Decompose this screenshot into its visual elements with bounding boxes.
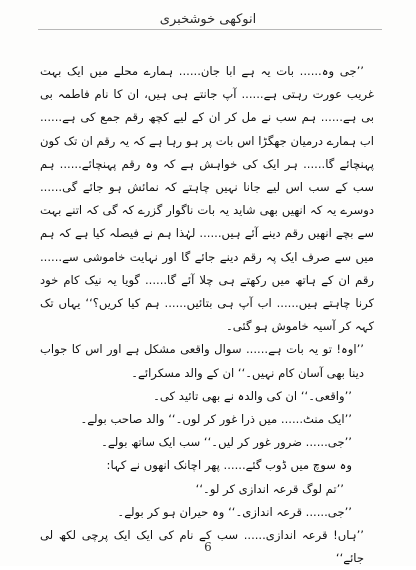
chapter-title: انوکھی خوشخبری [159,12,257,27]
paragraph-surprised-reply: ’’جی...... قرعہ اندازی۔‘‘ وہ حیران ہو کر بولے۔ [117,504,352,519]
paragraph-narration: وہ سوچ میں ڈوب گئے...... پھر اچانک انھوں نے کہا: [106,458,352,473]
paragraph-lottery-suggestion: ’’تم لوگ قرعہ اندازی کر لو۔‘‘ [195,481,344,496]
paragraph-mother-agrees: ’’واقعی۔‘‘ ان کی والدہ نے بھی تائید کی۔ [153,388,352,403]
running-header [0,8,416,28]
paragraph-father-reply: ’’اوہ! تو یہ بات ہے...... سوال واقعی مشکل ہے اور اس کا جواب دینا بھی آسان کام نہیں۔‘‘ ان کے والد مسکرائے۔ [40,342,364,380]
header-divider [38,29,382,30]
paragraph-dialogue-asiya: ’’جی وہ...... بات یہ ہے ابا جان...... ہمارے محلے میں ایک بہت غریب عورت رہتی ہے...... آپ جانتے ہی ہیں، ان کا نام فاطمہ بی بی ہے...... ہم سب نے مل کر ان کے لیے کچھ رقم جمع کی ہے...... اب ہمارے درمیان جھگڑا اس بات پر ہو رہا ہے کہ یہ رقم ان تک کون پہنچائے گا...... ہر ایک کی خواہش ہے کہ وہ رقم پہنچائے...... ہم سب کے سب اس لیے جانا نہیں چاہتے کہ نمائش ہو جائے گی...... دوسرے یہ کہ انھیں بھی شاید یہ بات ناگوار گزرے کہ گی کہ اتنے بہت سے بچے انھیں رقم دینے آئے ہیں...... لہٰذا ہم نے فیصلہ کیا ہے کہ ہم میں سے صرف ایک پہ رقم دینے جائے گا اور نہایت خاموشی سے...... رقم ان کے ہاتھ میں رکھتے ہی چلا آئے گا...... گویا یہ نیک کام خود کرنا چاہتے ہیں...... اب آپ ہی بتائیں...... ہم کیا کریں؟‘‘ یہاں تک کہہ کر آسیہ خاموش ہو گئی۔ [40,64,374,334]
paragraph-lottery-explain: ’’ہاں! قرعہ اندازی...... سب کے نام کی ایک ایک پرچی لکھ لی جائے‘‘ [40,528,364,566]
page-number: 6 [204,540,212,554]
paragraph-father-think: ’’ایک منٹ...... میں ذرا غور کر لوں۔‘‘ والد صاحب بولے۔ [80,412,352,427]
paragraph-all-reply: ’’جی...... ضرور غور کر لیں۔‘‘ سب ایک ساتھ بولے۔ [101,435,352,450]
page-body [40,60,374,570]
